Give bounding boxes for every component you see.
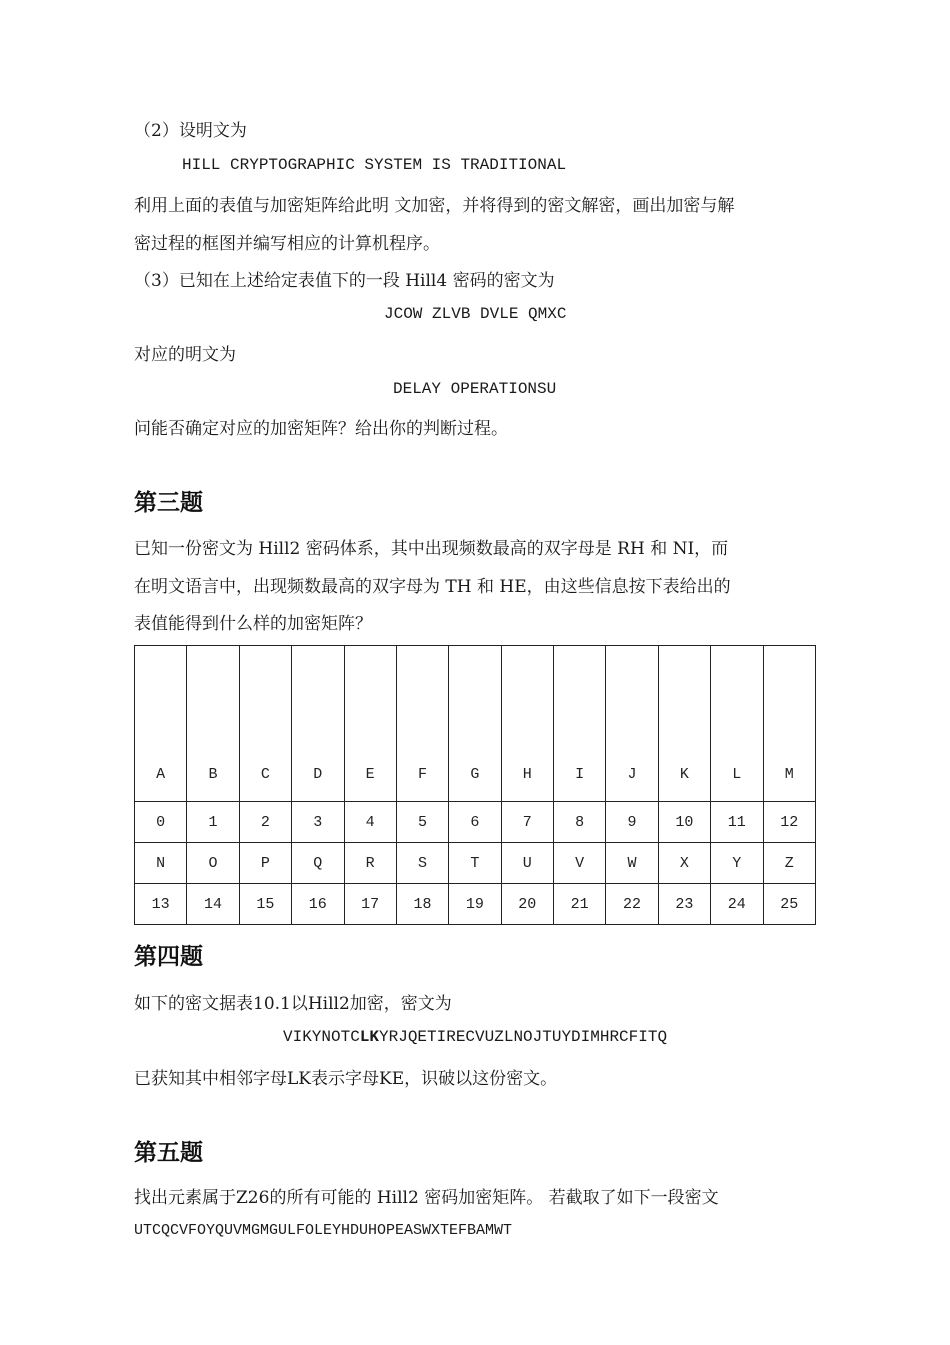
section4-ciphertext xyxy=(283,1028,667,1046)
letter-value-table xyxy=(134,645,816,925)
table-cell: L xyxy=(711,646,763,802)
table-cell: T xyxy=(449,843,501,884)
table-cell: E xyxy=(344,646,396,802)
section5-title: 第五题 xyxy=(134,1140,203,1166)
table-cell: 25 xyxy=(763,884,816,925)
table-cell: M xyxy=(763,646,816,802)
item2-intro: （2）设明文为 xyxy=(134,121,247,141)
table-cell: 20 xyxy=(501,884,553,925)
section5-ciphertext: UTCQCVFOYQUVMGMGULFOLEYHDUHOPEASWXTEFBAMWT xyxy=(134,1222,513,1239)
table-cell: 1 xyxy=(187,802,239,843)
table-cell: 19 xyxy=(449,884,501,925)
section3-line1: 已知一份密文为 Hill2 密码体系，其中出现频数最高的双字母是 RH 和 NI，而 xyxy=(134,539,729,559)
table-cell: 0 xyxy=(135,802,187,843)
table-row-letters-1 xyxy=(135,646,816,802)
table-cell: 9 xyxy=(606,802,658,843)
table-cell: 21 xyxy=(554,884,606,925)
table-cell: J xyxy=(606,646,658,802)
table-cell: 11 xyxy=(711,802,763,843)
table-cell: 5 xyxy=(396,802,448,843)
cipher-highlight: LK xyxy=(359,1028,380,1046)
cipher-part: YRJQETIRECVUZLNOJTUYDIMHRCFITQ xyxy=(379,1028,668,1046)
table-cell: 24 xyxy=(711,884,763,925)
table-cell: Z xyxy=(763,843,816,884)
item3-question: 问能否确定对应的加密矩阵？给出你的判断过程。 xyxy=(134,419,508,439)
section3-line3: 表值能得到什么样的加密矩阵？ xyxy=(134,614,372,634)
table-cell: 18 xyxy=(396,884,448,925)
table-cell: P xyxy=(239,843,291,884)
table-cell: 6 xyxy=(449,802,501,843)
table-row-letters-2 xyxy=(135,843,816,884)
item3-mid: 对应的明文为 xyxy=(134,345,236,365)
item2-line1: 利用上面的表值与加密矩阵给此明 文加密，并将得到的密文解密，画出加密与解 xyxy=(134,196,735,216)
table-cell: U xyxy=(501,843,553,884)
table-cell: S xyxy=(396,843,448,884)
table-cell: O xyxy=(187,843,239,884)
table-cell: R xyxy=(344,843,396,884)
table-cell: 7 xyxy=(501,802,553,843)
table-cell: B xyxy=(187,646,239,802)
section3-title: 第三题 xyxy=(134,490,203,516)
section4-line2: 已获知其中相邻字母LK表示字母KE，识破以这份密文。 xyxy=(134,1069,558,1089)
item2-plaintext: HILL CRYPTOGRAPHIC SYSTEM IS TRADITIONAL xyxy=(182,156,567,174)
table-cell: I xyxy=(554,646,606,802)
item3-plaintext: DELAY OPERATIONSU xyxy=(393,380,557,398)
table-cell: K xyxy=(658,646,710,802)
table-cell: N xyxy=(135,843,187,884)
table-cell: Q xyxy=(292,843,344,884)
item2-line2: 密过程的框图并编写相应的计算机程序。 xyxy=(134,234,440,254)
table-cell: 8 xyxy=(554,802,606,843)
section4-line1: 如下的密文据表10.1以Hill2加密，密文为 xyxy=(134,994,452,1014)
table-cell: 2 xyxy=(239,802,291,843)
table-cell: 22 xyxy=(606,884,658,925)
item3-ciphertext: JCOW ZLVB DVLE QMXC xyxy=(384,305,567,323)
table-cell: 16 xyxy=(292,884,344,925)
table-cell: 13 xyxy=(135,884,187,925)
table-cell: 12 xyxy=(763,802,816,843)
table-cell: Y xyxy=(711,843,763,884)
section3-line2: 在明文语言中，出现频数最高的双字母为 TH 和 HE，由这些信息按下表给出的 xyxy=(134,577,731,597)
table-cell: A xyxy=(135,646,187,802)
section5-line1: 找出元素属于Z26的所有可能的 Hill2 密码加密矩阵。 若截取了如下一段密文 xyxy=(134,1188,719,1208)
table-row-values-2 xyxy=(135,884,816,925)
table-cell: 15 xyxy=(239,884,291,925)
table-cell: 4 xyxy=(344,802,396,843)
table-cell: H xyxy=(501,646,553,802)
table-cell: X xyxy=(658,843,710,884)
table-cell: 23 xyxy=(658,884,710,925)
section4-title: 第四题 xyxy=(134,944,203,970)
table-cell: F xyxy=(396,646,448,802)
table-cell: V xyxy=(554,843,606,884)
table-cell: D xyxy=(292,646,344,802)
table-cell: W xyxy=(606,843,658,884)
table-cell: 17 xyxy=(344,884,396,925)
table-cell: 10 xyxy=(658,802,710,843)
table-cell: G xyxy=(449,646,501,802)
table-row-values-1 xyxy=(135,802,816,843)
table-cell: 14 xyxy=(187,884,239,925)
cipher-part: VIKYNOTC xyxy=(283,1028,360,1046)
table-cell: 3 xyxy=(292,802,344,843)
table-cell: C xyxy=(239,646,291,802)
item3-intro: （3）已知在上述给定表值下的一段 Hill4 密码的密文为 xyxy=(134,271,555,291)
